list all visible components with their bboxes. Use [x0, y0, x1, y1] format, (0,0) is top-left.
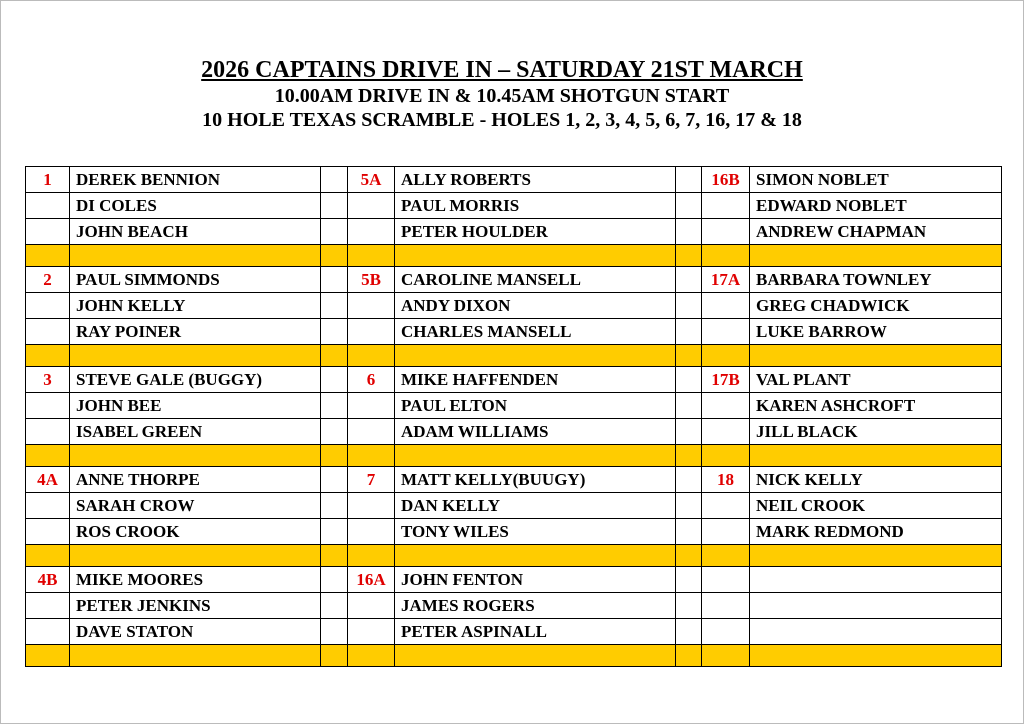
separator-cell [395, 445, 676, 467]
separator-cell [26, 545, 70, 567]
player-name: ANDREW CHAPMAN [750, 219, 1002, 245]
player-row [26, 219, 1002, 245]
separator-cell [321, 345, 348, 367]
separator-cell [348, 445, 395, 467]
player-row [26, 493, 1002, 519]
column-gap [676, 319, 702, 345]
player-row [26, 593, 1002, 619]
player-name: STEVE GALE (BUGGY) [70, 367, 321, 393]
hole-number [702, 319, 750, 345]
column-gap [676, 167, 702, 193]
separator-cell [70, 645, 321, 667]
hole-number [348, 493, 395, 519]
player-name: LUKE BARROW [750, 319, 1002, 345]
column-gap [321, 367, 348, 393]
hole-number [702, 419, 750, 445]
hole-number [702, 593, 750, 619]
separator-cell [750, 545, 1002, 567]
hole-number [348, 519, 395, 545]
column-gap [676, 393, 702, 419]
hole-number [26, 493, 70, 519]
hole-number: 2 [26, 267, 70, 293]
separator-cell [750, 245, 1002, 267]
player-name: PAUL MORRIS [395, 193, 676, 219]
player-name: JOHN FENTON [395, 567, 676, 593]
column-gap [676, 567, 702, 593]
hole-number [348, 393, 395, 419]
tee-draw-table [25, 166, 1002, 667]
separator-cell [750, 445, 1002, 467]
hole-number [702, 193, 750, 219]
hole-number [26, 319, 70, 345]
player-name: DI COLES [70, 193, 321, 219]
hole-number: 3 [26, 367, 70, 393]
player-name: SARAH CROW [70, 493, 321, 519]
player-name: RAY POINER [70, 319, 321, 345]
hole-number [348, 293, 395, 319]
hole-number [348, 319, 395, 345]
player-row [26, 293, 1002, 319]
hole-number [348, 193, 395, 219]
hole-number [348, 619, 395, 645]
player-name: JAMES ROGERS [395, 593, 676, 619]
page-title: 2026 CAPTAINS DRIVE IN – SATURDAY 21ST MARCH [201, 57, 803, 83]
hole-number [348, 593, 395, 619]
hole-number [702, 519, 750, 545]
separator-cell [70, 345, 321, 367]
column-gap [676, 419, 702, 445]
hole-number: 6 [348, 367, 395, 393]
player-name: NICK KELLY [750, 467, 1002, 493]
separator-cell [702, 645, 750, 667]
separator-cell [395, 545, 676, 567]
player-row [26, 567, 1002, 593]
separator-cell [395, 345, 676, 367]
hole-number [348, 219, 395, 245]
player-name: MARK REDMOND [750, 519, 1002, 545]
player-name: DAN KELLY [395, 493, 676, 519]
player-name: GREG CHADWICK [750, 293, 1002, 319]
separator-cell [750, 345, 1002, 367]
column-gap [676, 193, 702, 219]
hole-number: 17A [702, 267, 750, 293]
start-times: 10.00AM DRIVE IN & 10.45AM SHOTGUN START [274, 85, 730, 107]
player-name: ISABEL GREEN [70, 419, 321, 445]
player-name: ALLY ROBERTS [395, 167, 676, 193]
player-name: ADAM WILLIAMS [395, 419, 676, 445]
player-row [26, 167, 1002, 193]
hole-number [26, 619, 70, 645]
hole-number: 17B [702, 367, 750, 393]
player-name: KAREN ASHCROFT [750, 393, 1002, 419]
separator-cell [348, 645, 395, 667]
column-gap [321, 393, 348, 419]
hole-number: 7 [348, 467, 395, 493]
hole-number [26, 393, 70, 419]
hole-number [702, 493, 750, 519]
separator-cell [702, 445, 750, 467]
player-name: VAL PLANT [750, 367, 1002, 393]
column-gap [676, 493, 702, 519]
column-gap [676, 293, 702, 319]
hole-number [26, 219, 70, 245]
hole-number: 16B [702, 167, 750, 193]
column-gap [321, 593, 348, 619]
separator-cell [26, 645, 70, 667]
hole-number: 18 [702, 467, 750, 493]
player-name: SIMON NOBLET [750, 167, 1002, 193]
hole-number: 5B [348, 267, 395, 293]
player-name [750, 593, 1002, 619]
hole-number [26, 293, 70, 319]
player-name: JILL BLACK [750, 419, 1002, 445]
separator-cell [676, 645, 702, 667]
player-name [750, 619, 1002, 645]
hole-number: 4A [26, 467, 70, 493]
hole-number [702, 393, 750, 419]
player-name: PAUL SIMMONDS [70, 267, 321, 293]
column-gap [676, 593, 702, 619]
hole-number [26, 593, 70, 619]
column-gap [321, 267, 348, 293]
player-name: CAROLINE MANSELL [395, 267, 676, 293]
column-gap [321, 419, 348, 445]
player-name: EDWARD NOBLET [750, 193, 1002, 219]
separator-cell [26, 445, 70, 467]
column-gap [676, 519, 702, 545]
player-name: PAUL ELTON [395, 393, 676, 419]
separator-cell [321, 645, 348, 667]
player-name: JOHN BEE [70, 393, 321, 419]
hole-number: 1 [26, 167, 70, 193]
player-name: PETER HOULDER [395, 219, 676, 245]
player-name: JOHN BEACH [70, 219, 321, 245]
column-gap [321, 567, 348, 593]
player-row [26, 267, 1002, 293]
separator-cell [395, 645, 676, 667]
separator-cell [702, 345, 750, 367]
player-row [26, 467, 1002, 493]
column-gap [321, 467, 348, 493]
hole-number [348, 419, 395, 445]
separator-cell [676, 545, 702, 567]
player-name: BARBARA TOWNLEY [750, 267, 1002, 293]
player-name: DAVE STATON [70, 619, 321, 645]
column-gap [676, 467, 702, 493]
separator-cell [702, 545, 750, 567]
separator-cell [321, 545, 348, 567]
separator-cell [702, 245, 750, 267]
group-separator [26, 645, 1002, 667]
player-row [26, 367, 1002, 393]
hole-number [26, 193, 70, 219]
player-row [26, 519, 1002, 545]
column-gap [321, 319, 348, 345]
hole-number [702, 293, 750, 319]
column-gap [321, 493, 348, 519]
column-gap [321, 219, 348, 245]
player-name: MATT KELLY(BUUGY) [395, 467, 676, 493]
player-name: JOHN KELLY [70, 293, 321, 319]
player-name [750, 567, 1002, 593]
separator-cell [676, 445, 702, 467]
hole-number: 4B [26, 567, 70, 593]
player-name: PETER JENKINS [70, 593, 321, 619]
group-separator [26, 545, 1002, 567]
separator-cell [348, 545, 395, 567]
column-gap [676, 619, 702, 645]
column-gap [676, 367, 702, 393]
player-name: ANDY DIXON [395, 293, 676, 319]
separator-cell [70, 445, 321, 467]
column-gap [321, 167, 348, 193]
player-row [26, 393, 1002, 419]
format-holes: 10 HOLE TEXAS SCRAMBLE - HOLES 1, 2, 3, 4, 5, 6, 7, 16, 17 & 18 [202, 109, 802, 131]
hole-number [702, 567, 750, 593]
separator-cell [70, 545, 321, 567]
player-name: NEIL CROOK [750, 493, 1002, 519]
separator-cell [321, 445, 348, 467]
column-gap [321, 619, 348, 645]
player-row [26, 619, 1002, 645]
separator-cell [26, 345, 70, 367]
player-name: ANNE THORPE [70, 467, 321, 493]
player-row [26, 319, 1002, 345]
separator-cell [321, 245, 348, 267]
player-row [26, 193, 1002, 219]
separator-cell [750, 645, 1002, 667]
separator-cell [395, 245, 676, 267]
column-gap [321, 293, 348, 319]
player-name: PETER ASPINALL [395, 619, 676, 645]
column-gap [676, 267, 702, 293]
separator-cell [70, 245, 321, 267]
player-name: MIKE MOORES [70, 567, 321, 593]
player-name: ROS CROOK [70, 519, 321, 545]
player-name: TONY WILES [395, 519, 676, 545]
player-name: CHARLES MANSELL [395, 319, 676, 345]
column-gap [676, 219, 702, 245]
separator-cell [348, 345, 395, 367]
column-gap [321, 519, 348, 545]
group-separator [26, 445, 1002, 467]
hole-number [702, 219, 750, 245]
separator-cell [26, 245, 70, 267]
separator-cell [348, 245, 395, 267]
group-separator [26, 245, 1002, 267]
player-name: MIKE HAFFENDEN [395, 367, 676, 393]
separator-cell [676, 345, 702, 367]
hole-number [26, 519, 70, 545]
group-separator [26, 345, 1002, 367]
hole-number: 16A [348, 567, 395, 593]
hole-number: 5A [348, 167, 395, 193]
hole-number [702, 619, 750, 645]
hole-number [26, 419, 70, 445]
player-row [26, 419, 1002, 445]
separator-cell [676, 245, 702, 267]
column-gap [321, 193, 348, 219]
page-header [0, 56, 1004, 132]
player-name: DEREK BENNION [70, 167, 321, 193]
